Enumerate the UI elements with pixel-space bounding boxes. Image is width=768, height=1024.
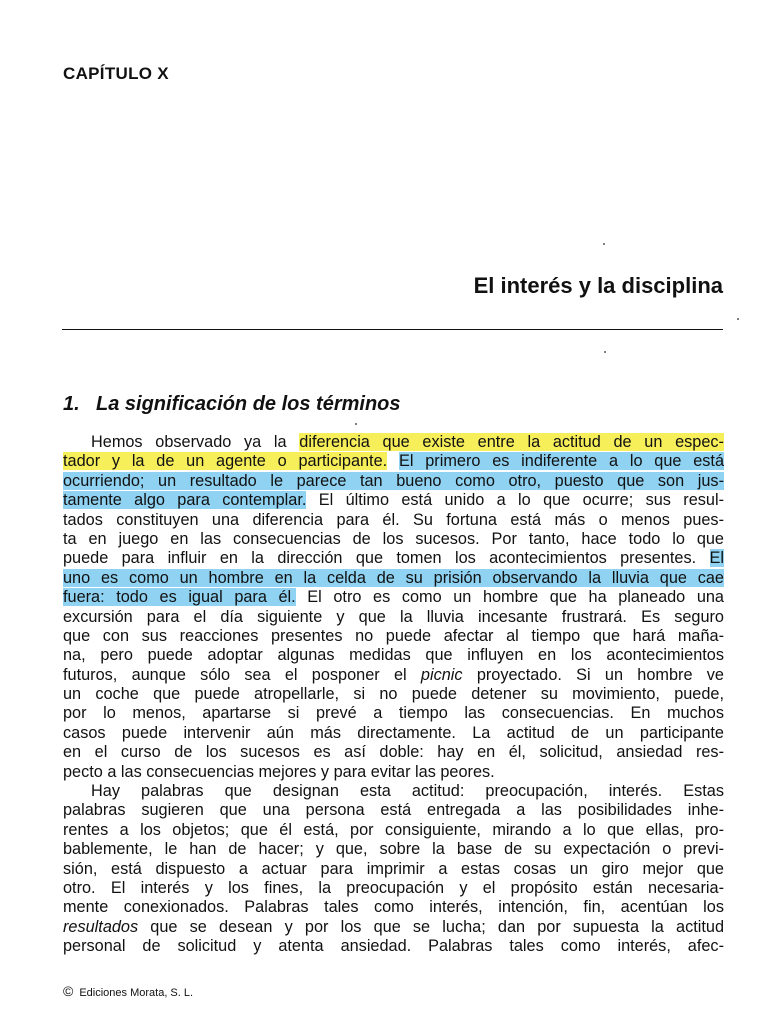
text-line: rentes a los objetos; que él está, por consiguiente, mirando a lo que ellas, pro- xyxy=(63,820,724,839)
scan-speck xyxy=(355,423,357,425)
text-line xyxy=(63,452,724,471)
chapter-label: CAPÍTULO X xyxy=(63,64,169,83)
text-line: fuera: todo es igual para él. El otro es como un hombre que ha planeado una xyxy=(63,588,724,607)
text-line: puede para influir en la dirección que tomen los acontecimientos presentes. El xyxy=(63,549,724,568)
section-title: La significación de los términos xyxy=(96,393,401,415)
publisher-name: Ediciones Morata, S. L. xyxy=(79,987,194,999)
title-rule xyxy=(62,329,723,330)
highlight-blue: tamente algo para contemplar. xyxy=(63,491,307,510)
highlight-yellow: tador y la de un agente o participante. xyxy=(63,452,388,471)
highlight-blue: fuera: todo es igual para él. xyxy=(63,588,296,607)
text-line: pecto a las consecuencias mejores y para evitar las peores. xyxy=(63,762,495,781)
text-line: en el curso de los sucesos es así doble: hay en él, solicitud, ansiedad res- xyxy=(63,743,724,762)
text-line: por lo menos, apartarse si prevé a tiempo las consecuencias. En muchos xyxy=(63,704,724,723)
footer xyxy=(63,983,193,999)
text-line: casos puede intervenir aún más directamente. La actitud de un participante xyxy=(63,723,724,742)
text-line xyxy=(63,569,724,588)
text-line: otro. El interés y los fines, la preocupación y el propósito están necesaria- xyxy=(63,878,724,897)
highlight-yellow: diferencia que existe entre la actitud de un espec- xyxy=(299,433,724,451)
text-line: Hemos observado ya la diferencia que existe entre la actitud de un espec- xyxy=(91,433,724,451)
section-heading xyxy=(63,393,401,416)
text-line: ta en juego en las consecuencias de los sucesos. Por tanto, hace todo lo que xyxy=(63,529,724,548)
text-line: na, pero puede adoptar algunas medidas que influyen en los acontecimientos xyxy=(63,646,724,665)
emphasis: picnic xyxy=(420,665,463,684)
highlight-blue: ocurriendo; un resultado le parece tan bueno como otro, puesto que son jus- xyxy=(63,471,724,490)
text-line: sión, está dispuesto a actuar para imprimir a estas cosas un giro mejor que xyxy=(63,859,724,878)
scan-speck xyxy=(604,351,606,353)
text-line: palabras sugieren que una persona está entregada a las posibilidades inhe- xyxy=(63,801,724,820)
text-line: Hay palabras que designan esta actitud: preocupación, interés. Estas xyxy=(91,782,724,801)
text-line: tamente algo para contemplar. El último está unido a lo que ocurre; sus resul- xyxy=(63,491,724,510)
text-line: un coche que puede atropellarle, si no puede detener su movimiento, puede, xyxy=(63,685,724,704)
emphasis: resultados xyxy=(63,917,139,936)
section-number: 1. xyxy=(63,393,80,415)
text-line: futuros, aunque sólo sea el posponer el picnic proyectado. Si un hombre ve xyxy=(63,665,724,684)
highlight-blue: uno es como un hombre en la celda de su prisión observando la lluvia que cae xyxy=(63,568,724,587)
text-line: personal de solicitud y atenta ansiedad. Palabras tales como interés, afec- xyxy=(63,937,724,956)
copyright-symbol: © xyxy=(63,983,74,999)
text-line: resultados que se desean y por los que se lucha; dan por supuesta la actitud xyxy=(63,917,724,936)
text-line: mente conexionados. Palabras tales como interés, intención, fin, acentúan los xyxy=(63,898,724,917)
highlight-blue: El xyxy=(709,549,724,568)
highlight-blue: El primero es indiferente a lo que está xyxy=(398,452,724,471)
chapter-title: El interés y la disciplina xyxy=(473,273,723,298)
body-text xyxy=(63,433,724,957)
text-line: bablemente, le han de hacer; y que, sobre la base de su expectación o previ- xyxy=(63,840,724,859)
text-line: que con sus reacciones presentes no puede afectar al tiempo que hará maña- xyxy=(63,626,724,645)
scan-speck xyxy=(737,318,739,320)
text-line xyxy=(63,472,724,491)
text-line: excursión para el día siguiente y que la lluvia incesante frustrará. Es seguro xyxy=(63,607,724,626)
text-line: tados constituyen una diferencia para él. Su fortuna está más o menos pues- xyxy=(63,510,724,529)
scan-speck xyxy=(603,243,605,245)
